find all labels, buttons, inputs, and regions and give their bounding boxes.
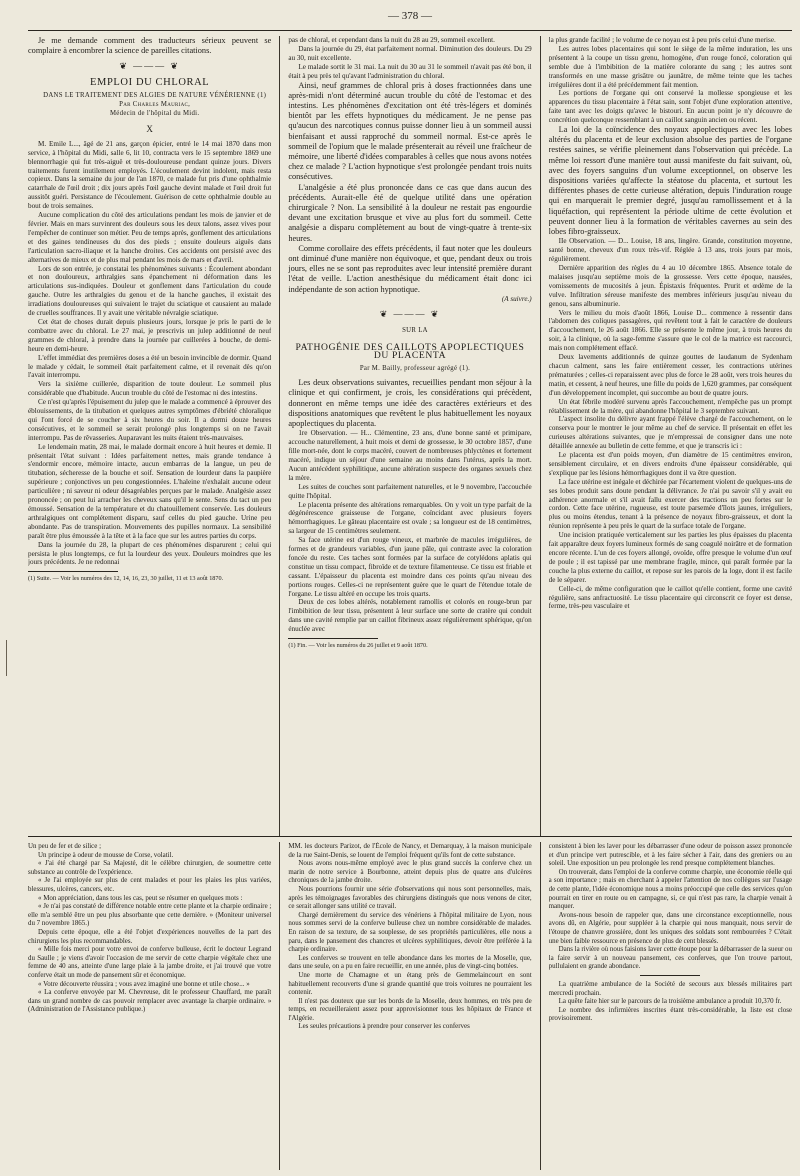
paragraph: Une incision pratiquée verticalement sur les parties les plus épaisses du placenta fait apparaître deux foyers lumineux formés de sang coagulé noirâtre et de formation encore récente. L'un de ces foyers allongé, ovoïde, offre presque le volume d'un œuf de poule ; il est tapissé par une membrane fragile, mince, qui paraît formée par la couche la plus externe du caillot, et repose sur les parois de la loge, dont il est facile de le séparer. (548, 531, 792, 584)
news-item: La quête faite hier sur le parcours de la troisième ambulance a produit 10,370 fr. (558, 997, 782, 1006)
paragraph: La loi de la coïncidence des noyaux apoplectiques avec les lobes altérés du placenta et de leur exclusion absolue des parties de l'organe restées saines, se vérifie pleinement dans l'observation qui précède. La même loi ressort d'une manière tout aussi manifeste du fait suivant, où, avec des foyers sanguins d'un volume exceptionnel, on observe les dispositions variées qu'affecte la stéatose du placenta, et surtout les différentes phases de cette curieuse altération, depuis l'induration rouge qui en marquerait le premier degré, jusqu'au ramollissement et à la liquéfaction, qui représentent la période ultime de cette évolution et peuvent donner lieu à la formation de véritables cavernes au sein des lobes fibro-graisseux. (548, 125, 792, 237)
paragraph: Vers la sixième cuillerée, disparition de toute douleur. Le sommeil plus considérable que d'habitude. Aucun trouble du côté de l'estomac ni des intestins. (28, 380, 272, 398)
paragraph: La face utérine est inégale et déchirée par l'écartement violent de quelques-uns de ses lobes produit sans doute pendant la délivrance. Je n'ai pu savoir s'il y avait eu adhérence anormale et s'il avait fallu exercer des tractions un peu fortes sur le cordon. Cette face utérine, rugueuse, est toute parsemée d'îlots jaunes, irréguliers, plus ou moins étendus, tenant à la présence de noyaux fibro-graisseux, et dont la réunion représente à peu près le quart de la surface totale de l'organe. (548, 477, 792, 531)
news-item: La quatrième ambulance de la Société de secours aux blessés militaires part mercredi prochain. (548, 979, 792, 997)
news-item: Le nombre des infirmières inscrites étant très-considérable, la liste est close provisoirement. (548, 1005, 792, 1023)
paragraph: Les autres lobes placentaires qui sont le siège de la même induration, les uns présentent à la coupe un tissu grenu, homogène, d'un rouge foncé, coloration qui semble due à l'imbibition de la matière colorante du sang ; les autres sont transformés en une masse grisâtre ou jaunâtre, de même teinte que les taches irrégulières dont il a été précédemment fait mention. (548, 44, 792, 89)
paragraph: consistent à bien les laver pour les débarrasser d'une odeur de poisson assez prononcée et d'un principe vert putrescible, et à les faire sécher à l'air, dans des greniers ou au soleil. Une exposition un peu prolongée les rend presque complétement blanches. (548, 842, 792, 868)
paragraph: Le lendemain matin, 28 mai, le malade dormait encore à huit heures et demie. Il présentait l'état suivant : Idées parfaitement nettes, mais grande tendance à s'endormir encore, mémoire intacte, aucun embarras de la langue, un peu de titubation, sécheresse de la bouche et soif. Sensation de lourdeur dans la paupière supérieure ; conjonctives un peu congestionnées. L'haleine n'exhalait aucune odeur particulière ; ni saveur ni odeur désagréables perçues par le malade. Analgésie assez prononcée ; on peut lui arracher les cheveux sans qu'il le sente. Sens du tact un peu émoussé. Sensation de la température et du chatouillement conservée. Les douleurs arthralgiques ont complétement disparu, sauf celles du pied gauche. Urine peu abondante. Pas de transpiration. Mouvements des pupilles normaux. La sensibilité paraît être plus émoussée à la tête et à la face que sur les autres parties du corps. (28, 442, 272, 540)
lower-column-2 (288, 842, 531, 1170)
paragraph: « Je l'ai employée sur plus de cent malades et pour les plaies les plus variées, blessures, ulcères, cancers, etc. (28, 876, 272, 893)
article-title-chloral: EMPLOI DU CHLORAL (90, 77, 210, 89)
intro-paragraph: Les deux observations suivantes, recueillies pendant mon séjour à la clinique et qui confirment, je crois, les considérations qui précèdent, donneront en même temps une idée des caractères extérieurs et des dispositions anatomiques que revêtent le plus habituellement les noyaux apoplectiques du placenta. (288, 378, 532, 429)
paragraph: Nous avons nous-même employé avec le plus grand succès la conferve chez un marin de notre service à Bourbonne, atteint depuis plus de quatre ans d'ulcères chroniques de la jambe droite. (288, 859, 532, 885)
newspaper-page (28, 0, 792, 1176)
top-rule (28, 30, 792, 31)
column-divider (279, 842, 280, 1170)
column-divider (540, 842, 541, 1170)
paragraph: « Je n'ai pas constaté de différence notable entre cette plante et la charpie ordinaire ; elle m'a semblé être un peu plus absorbante que cette dernière. » (Moniteur universel du 7 novembre 1865.) (28, 902, 272, 928)
paragraph: Ainsi, neuf grammes de chloral pris à doses fractionnées dans une après-midi n'ont déterminé aucun trouble du côté de l'estomac et des intestins. Les phénomènes d'excitation ont été très-légers et dominés bientôt par les effets hypnotiques du médicament. Je ne pense pas qu'aucun des narcotiques connus puisse donner lieu à un sommeil aussi bienfaisant et aussi rapproché du sommeil normal. Est-ce après le sommeil de l'opium que le malade présenterait au réveil une fraîcheur de mémoire, une liberté d'idées comparables à celles que nous avons notées chez ce malade ? L'action hypnotique s'est prolongée pendant trois nuits consécutives. (288, 80, 532, 182)
ornament-divider: ❦ ——— ❦ (119, 61, 180, 72)
paragraph: Nous pourrions fournir une série d'observations qui nous sont personnelles, mais, après les témoignages favorables des chirurgiens distingués que nous venons de citer, ce serait allonger sans utilité ce travail. (288, 884, 532, 911)
paragraph: Une morte de Chamagne et un étang près de Gemmelaincourt en sont habituellement recouverts d'une si grande quantité que trois voitures ne pourraient les contenir. (288, 970, 532, 997)
footnote: (1) Fin. — Voir les numéros du 26 juillet et 9 août 1870. (288, 642, 428, 650)
paragraph: Depuis cette époque, elle a été l'objet d'expériences nouvelles de la part des chirurgiens les plus recommandables. (28, 927, 272, 945)
paragraph: Dernière apparition des règles du 4 au 10 décembre 1865. Absence totale de malaises jusqu'au septième mois de la grossesse. Vers cette époque, nausées, vomissements de mucosités à jeun. Épistaxis fréquentes. Prurit et œdème de la vulve. Infiltration séreuse manifeste des membres inférieurs jusqu'au niveau du genou, sans albuminurie. (548, 264, 792, 308)
paragraph: IIe Observation. — D... Louise, 18 ans, lingère. Grande, constitution moyenne, santé bonne, cheveux d'un roux très-vif. Réglée à 13 ans, trois jours par mois, régulièrement. (548, 237, 792, 264)
paragraph: Un peu de fer et de silice ; (28, 842, 102, 850)
column-divider (279, 36, 280, 836)
paragraph: Les conferves se trouvent en telle abondance dans les mortes de la Moselle, que, dans une seule, on a pu en faire recueillir, en une année, plus de vingt-cinq bottées. (288, 953, 532, 971)
lower-section (28, 842, 792, 1170)
paragraph: Celle-ci, de même configuration que le caillot qu'elle contient, forme une cavité régulière, sans anfractuosité. Le tissu placentaire qui circonscrit ce foyer est dense, ferme, très-peu vasculaire et (548, 584, 792, 611)
chapter-number: X (146, 123, 153, 134)
paragraph: Comme corollaire des effets précédents, il faut noter que les douleurs ont diminué d'une manière non équivoque, et que, pendant deux ou trois jours, elles ne se sont pas reproduites avec leur intensité première durant l'état de veille. L'action anesthésique du médicament était donc ici indépendante de son action hypnotique. (288, 243, 532, 294)
article-subtitle: DANS LE TRAITEMENT DES ALGIES DE NATURE VÉNÉRIENNE (1) (43, 92, 267, 100)
margin-mark (6, 640, 15, 676)
paragraph: Ce n'est qu'après l'épuisement du julep que le malade a commencé à éprouver des éblouissements, de la titubation et quelques autres symptômes d'ébriété chloralique qui l'ont forcé de se coucher à six heures du soir. Il a dormi douze heures consécutives, et le sommeil se serait prolongé plus longtemps si on ne l'avait interrompu. Pas de rêvasseries. Auparavant les nuits étaient très-mauvaises. (28, 398, 272, 442)
paragraph: L'analgésie a été plus prononcée dans ce cas que dans aucun des précédents. Aurait-elle été de quelque utilité dans une opération chirurgicale ? Non. La sensibilité à la douleur ne restait pas engourdie devant une excitation brusque et vive au plus fort du sommeil. Cette analgésie a disparu complètement au bout de vingt-quatre à trente-six heures. (288, 182, 532, 243)
lower-column-1 (28, 842, 271, 1170)
article-title-placenta: PATHOGÉNIE DES CAILLOTS APOPLECTIQUES DU PLACENTA (295, 341, 525, 362)
paragraph: Chargé dernièrement du service des vénériens à l'hôpital militaire de Lyon, nous nous sommes servi de la conferve bulleuse chez un nombre considérable de malades. En raison de sa texture, de sa souplesse, de ses propriétés particulières, elle nous a paru, dans le pansement des chancres et ulcères syphilitiques, devoir être préférée à la charpie ordinaire. (288, 910, 532, 954)
column-3 (549, 36, 792, 836)
paragraph: Un état fébrile modéré survenu après l'accouchement, n'empêche pas un prompt rétablissement de la mère, qui abandonne l'hôpital le 3 septembre suivant. (548, 397, 792, 415)
column-divider (540, 36, 541, 836)
paragraph: Cet état de choses durait depuis plusieurs jours, lorsque je pris le parti de le combattre avec du chloral. Le 27 mai, je prescrivis un julep additionné de neuf grammes de chloral, à prendre dans la journée par cuillerées à bouche, de demi-heure en demi-heure. (28, 317, 272, 353)
section-rule (28, 836, 792, 837)
paragraph: Aucune complication du côté des articulations pendant les mois de janvier et de février. Mais en mars survinrent des douleurs sous les deux talons, assez vives pour l'empêcher de continuer son métier. Peu de temps après, gonflement des articulations et des gaines tendineuses du dos des pieds ; ensuite douleurs aiguës dans l'articulation sacro-iliaque et la hanche droites. Ces accidents ont persisté avec des alternatives de mieux et de plus mal pendant les mois de mars et d'avril. (28, 211, 272, 264)
column-1 (28, 36, 271, 836)
paragraph: Avons-nous besoin de rappeler que, dans une circonstance exceptionnelle, nous avons dû, en Algérie, pour suppléer à la charpie qui nous manquait, nous servir de l'étoupe de chanvre grossière, dont les uniques des soldats sont rembourrées ? C'était une bien faible ressource en présence de plus de cent blessés. (548, 910, 792, 945)
article-pre-title: SUR LA (402, 326, 428, 334)
paragraph: 1re Observation. — H... Clémentine, 23 ans, d'une bonne santé et primipare, accouche naturellement, à huit mois et demi de grossesse, le 30 octobre 1857, d'une fille mort-née, dont le corps macéré, couvert de nombreuses phlyctènes et fortement macéré, indique un séjour d'une semaine au moins dans l'utérus, après la mort. Aucun antécédent syphilitique, aucune altération suspecte des organes sexuels chez la mère. (288, 429, 532, 482)
upper-section (28, 36, 792, 836)
paragraph: pas de chloral, et cependant dans la nuit du 28 au 29, sommeil excellent. (288, 36, 495, 44)
paragraph: Le placenta présente des altérations remarquables. On y voit un type parfait de la dégénérescence graisseuse de l'organe, coïncidant avec plusieurs foyers hémorrhagiques. Le gâteau placentaire est ovale ; sa longueur est de 18 centimètres, sa largeur de 15 centimètres seulement. (288, 500, 532, 536)
column-2 (288, 36, 531, 836)
to-follow-note: (A suivre.) (501, 294, 532, 303)
footnote-rule (28, 571, 118, 572)
paragraph: Vers le milieu du mois d'août 1866, Louise D... commence à ressentir dans l'abdomen des coliques passagères, qui revêtent tout à fait le caractère de douleurs d'accouchement, le 26 août 1866. Elle se présente le même jour, à trois heures du soir, à la clinique, où la sage-femme s'assure que le col de la matrice est raccourci, mais non complétement effacé. (548, 308, 792, 353)
paragraph: « J'ai été chargé par Sa Majesté, dit le célèbre chirurgien, de soumettre cette substance au contrôle de l'expérience. (28, 859, 272, 876)
ornament-divider: ❦ ——— ❦ (379, 308, 441, 319)
paragraph: L'effet immédiat des premières doses a été un besoin invincible de dormir. Quand le malade y cédait, le sommeil était parfaitement calme, et il revenait dès qu'on l'avait interrompu. (28, 353, 272, 380)
footnote: (1) Suite. — Voir les numéros des 12, 14, 16, 23, 30 juillet, 11 et 13 août 1870. (28, 575, 224, 583)
paragraph: Il n'est pas douteux que sur les bords de la Moselle, deux hommes, en très peu de temps, en recueilleraient assez pour approvisionner tous les hôpitaux de France et l'Algérie. (288, 996, 532, 1022)
footnote-rule (288, 638, 378, 639)
intro-paragraph: Je me demande comment des traducteurs sérieux peuvent se complaire à encombrer la science de pareilles citations. (28, 36, 272, 56)
paragraph: Dans la journée du 28, la plupart de ces phénomènes disparurent ; celui qui persista le plus longtemps, ce fut la lourdeur des yeux. Douleurs moindres que les jours précédents. Je ne redonnai (28, 540, 272, 567)
paragraph: la plus grande facilité ; le volume de ce noyau est à peu près celui d'une merise. (548, 36, 776, 44)
paragraph: Dans la journée du 29, état parfaitement normal. Diminution des douleurs. Du 29 au 30, nuit excellente. (288, 44, 532, 62)
paragraph: Le malade sortit le 31 mai. La nuit du 30 au 31 le sommeil n'avait pas été bon, il était à peu près tel qu'avant l'administration du chloral. (288, 62, 532, 80)
paragraph: On trouverait, dans l'emploi de la conferve comme charpie, une économie réelle qui a son importance ; mais en cherchant à appeler l'attention de nos collègues sur l'usage de cette plante, l'idée économique nous a moins préoccupé que celle des services qu'on pourrait en tirer en route ou en campagne, si, ce qui n'est pas rare, la charpie venait à manquer. (548, 867, 792, 911)
paragraph: « Mon appréciation, dans tous les cas, peut se résumer en quelques mots : (38, 893, 243, 902)
paragraph: Deux de ces lobes altérés, notablement ramollis et colorés en rouge-brun par l'imbibition de leur tissu, présentent à leur surface une sorte de cratère qui conduit dans une cavité remplie par un caillot fibrineux assez régulièrement sphérique, qu'on énuclée avec (288, 598, 532, 634)
paragraph: L'aspect insolite du délivre ayant frappé l'élève chargé de l'accouchement, on le conserva pour le montrer le jour même au chef de service. Il présentait en effet les curieuses altérations suivantes, que je m'empressai de consigner dans une note détaillée annexée au bulletin de cette femme, et que je transcris ici : (548, 415, 792, 451)
paragraph: MM. les docteurs Parizot, de l'École de Nancy, et Demarquay, à la maison municipale de la rue Saint-Denis, se louent de l'emploi fréquent qu'ils font de cette substance. (288, 842, 532, 859)
paragraph: Deux lavements additionnés de quinze gouttes de laudanum de Sydenham chacun calment, sans les faire entièrement cesser, les contractions utérines prématurées ; celles-ci reparaissent avec plus de force le 28 août, vers trois heures du matin, et cessent, à neuf heures, une fille du poids de 1,620 grammes, par conséquent d'un développement incomplet, qui succombe au bout de quatre jours. (548, 353, 792, 397)
paragraph: « Votre découverte réussira ; vous avez imaginé une bonne et utile chose... » (38, 979, 250, 988)
paragraph: Le placenta est d'un poids moyen, d'un diamètre de 15 centimètres environ, sensiblement circulaire, et en divers endroits d'une épaisseur considérable, qui s'explique par les lésions hémorrhagiques dont il va être question. (548, 451, 792, 477)
author-role: Médecin de l'hôpital du Midi. (109, 110, 200, 118)
paragraph: « Mille fois merci pour votre envoi de conferve bulleuse, écrit le docteur Legrand du Saulle ; je viens d'avoir l'occasion de me servir de cette charpie végétale chez une femme de 40 ans, atteinte d'une large plaie à la jambe droite, et j'ai trouvé que votre conferve était un mode de pansement sûr et économique. (28, 945, 272, 979)
paragraph: Un principe à odeur de mousse de Corse, volatil. (38, 850, 174, 859)
paragraph: « La conferve envoyée par M. Chevreuse, dit le professeur Chauffard, me paraît dans un grand nombre de cas pouvoir remplacer avec avantage la charpie ordinaire. » (Administration de l'Assistance publique.) (28, 988, 272, 1014)
paragraph: Les seules précautions à prendre pour conserver les conferves (298, 1022, 470, 1031)
paragraph: Les suites de couches sont parfaitement naturelles, et le 9 novembre, l'accouchée quitte l'hôpital. (288, 482, 532, 500)
short-rule (640, 975, 700, 976)
paragraph: Lors de son entrée, je constatai les phénomènes suivants : Écoulement abondant et non douloureux, arthralgies sans épanchement ni déformation dans les articulations sus-indiquées. Douleur et gonflement dans l'articulation du coude gauche. Outre les arthralgies du genou et de la hanche gauches, il existait des irradiations douloureuses qui suivaient le trajet du sciatique et causaient au malade de cruelles souffrances. Il y avait une véritable névralgie sciatique. (28, 264, 272, 318)
paragraph: M. Emile L..., âgé de 21 ans, garçon épicier, entré le 14 mai 1870 dans mon service, à l'hôpital du Midi, salle 6, lit 10, contracta vers le 15 septembre 1869 une blennorrhagie qui fut très-aiguë et très-douloureuse pendant quinze jours. Divers traitements furent inutilement employés. L'écoulement devint indolent, mais resta copieux. Dans la semaine du jour de l'an 1870, ce malade fut pris d'une ophthalmie catarrhale de l'œil droit ; dix jours après l'œil gauche devint malade et l'œil droit fut aussitôt guéri. Persistance de l'écoulement. Guérison de cette ophthalmie double au bout de trois semaines. (28, 139, 272, 211)
page-number: — 378 — (388, 10, 432, 22)
author-line: Par M. Bailly, professeur agrégé (1). (359, 365, 471, 373)
author-line: Par Charles Mauriac, (119, 101, 191, 109)
paragraph: Sa face utérine est d'un rouge vineux, et marbrée de macules irrégulières, de formes et de grandeurs variables, d'un jaune pâle, qui contraste avec la coloration foncée du reste. Ces taches sont formées par la surface de cotylédons aplatis qui constitue un tissu compact, fibroïde et de texture filamenteuse. Ce tissu est friable et cassant. L'épaisseur du placenta est moindre dans ces points qu'au niveau des portions rouges. Celles-ci ne représentent guère que le quart de l'étendue totale de l'organe. Le tissu altéré en occupe les trois quarts. (288, 536, 532, 598)
paragraph: Dans la rivière où nous faisions laver cette étoupe pour la débarrasser de la sueur ou la faire servir à un nouveau pansement, ces conferves, que l'on trouve partout, pullulaient en grande abondance. (548, 945, 792, 971)
paragraph: Les portions de l'organe qui ont conservé la mollesse spongieuse et les apparences du tissu placentaire à l'état sain, sont l'objet d'une exploration attentive, faite tant avec les doigts qu'avec le bistouri. En aucun point je n'y découvre de concrétion quelconque ressemblant à un caillot sanguin ancien ou récent. (548, 89, 792, 125)
lower-column-3 (549, 842, 792, 1170)
